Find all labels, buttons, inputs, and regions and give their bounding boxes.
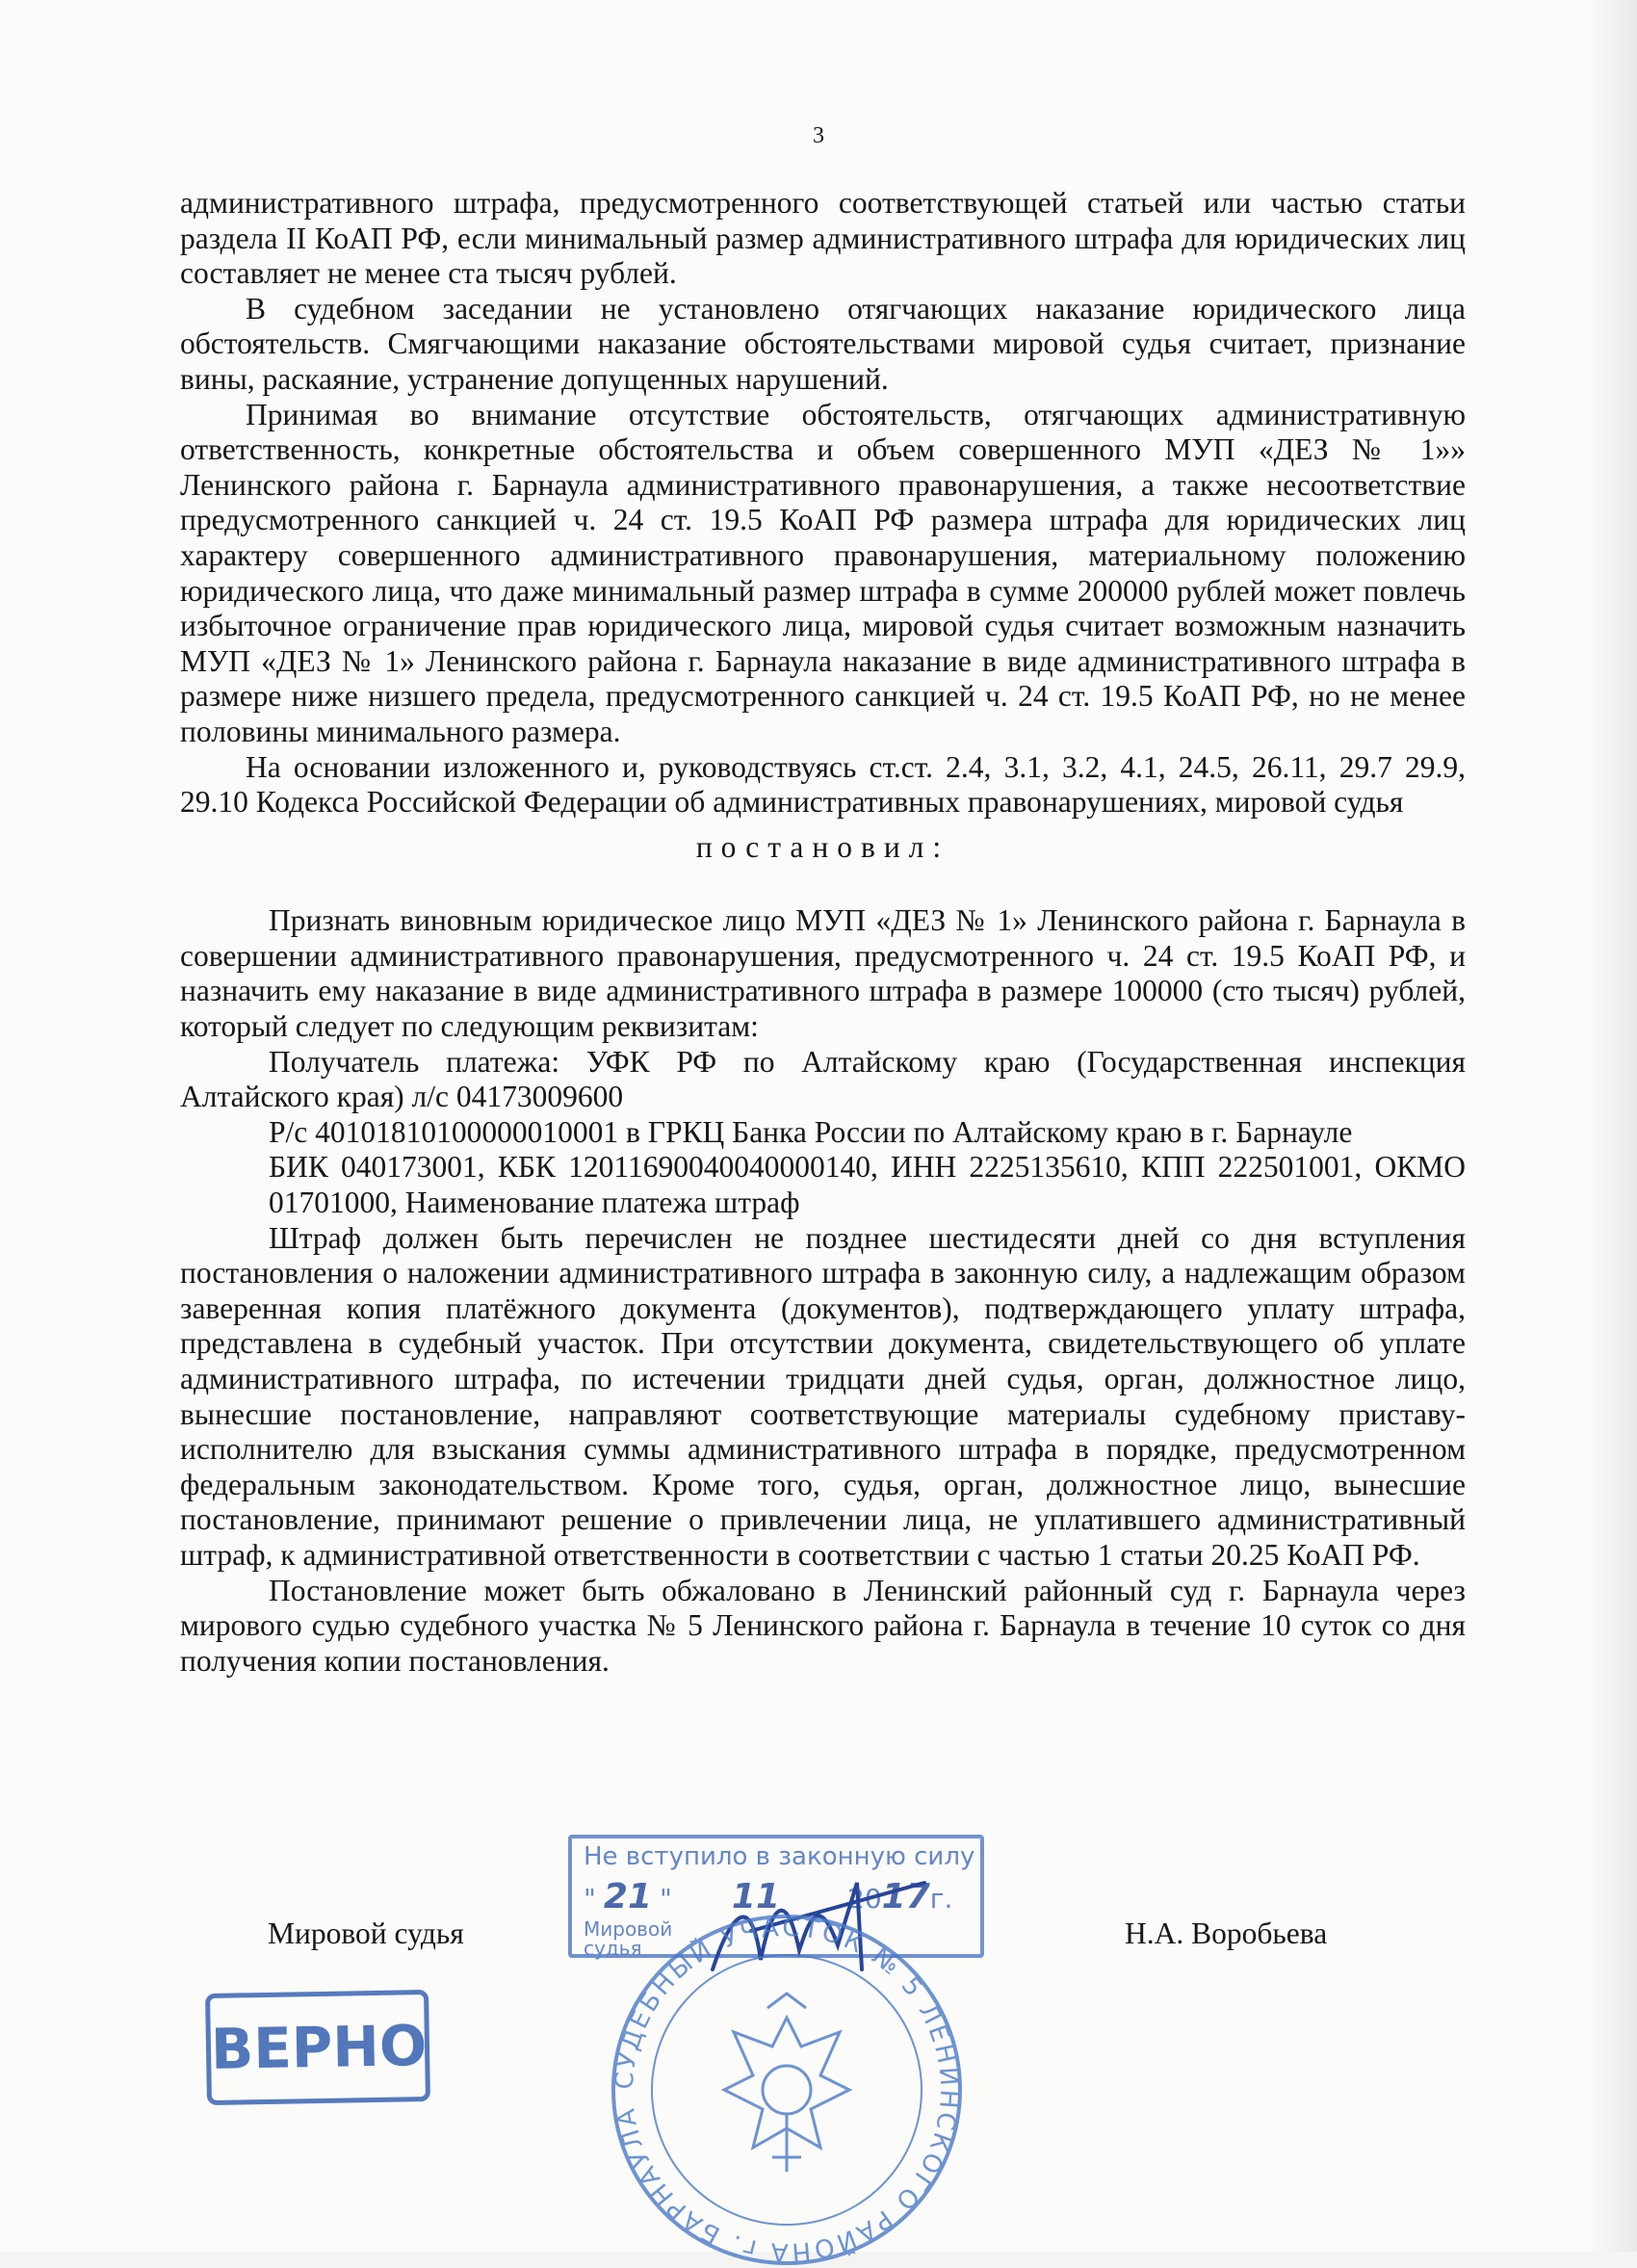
paragraph: административного штрафа, предусмотренного соответствующей статьей или частью статьи раздела II КоАП РФ, если минимальный размер административного штрафа для юридических лиц составляет не менее ста тысяч рублей.: [180, 186, 1466, 291]
paragraph: На основании изложенного и, руководствуясь ст.ст. 2.4, 3.1, 3.2, 4.1, 24.5, 26.11, 29.7 29.9, 29.10 Кодекса Российской Федерации об административных правонарушениях, мировой судья: [180, 749, 1466, 820]
verified-stamp: ВЕРНО: [205, 1990, 430, 2105]
closing-paragraph: Штраф должен быть перечислен не позднее шестидесяти дней со дня вступления постановления о наложении административного штрафа в законную силу, а надлежащим образом заверенная копия платёжного документа (документов), подтверждающего уплату штрафа, представлена в судебный участок. При отсутствии документа, свидетельствующего об уплате административного штрафа, по истечении тридцати дней судья, орган, должностное лицо, вынесшие постановление, направляют соответствующие материалы судебному приставу-исполнителю для взыскания суммы административного штрафа в порядке, предусмотренном федеральным законодательством. Кроме того, судья, орган, должностное лицо, вынесшие постановление, принимают решение о привлечении лица, не уплатившего административный штраф, к административной ответственности в соответствии с частью 1 статьи 20.25 КоАП РФ.: [180, 1220, 1466, 1572]
ruling-paragraph: Признать виновным юридическое лицо МУП «ДЕЗ № 1» Ленинского района г. Барнаула в совершении административного правонарушения, предусмотренного ч. 24 ст. 19.5 КоАП РФ, и назначить ему наказание в виде административного штрафа в размере 100000 (сто тысяч) рублей, который следует по следующим реквизитам:: [180, 903, 1466, 1044]
page-edge-shadow: [1587, 0, 1637, 2252]
document-body: [180, 186, 1466, 1679]
ruling-paragraph: Получатель платежа: УФК РФ по Алтайскому краю (Государственная инспекция Алтайского края) л/с 04173009600: [180, 1044, 1466, 1114]
date-month: 11: [731, 1877, 780, 1916]
effect-stamp-date: " 21 " 11 2017г.: [584, 1877, 953, 1916]
signature-title: Мировой судья: [268, 1916, 464, 1950]
eagle-emblem-icon: [724, 1994, 849, 2172]
paragraph: В судебном заседании не установлено отягчающих наказание юридического лица обстоятельств. Смягчающими наказание обстоятельствами мировой судья считает, признание вины, раскаяние, устранение допущенных нарушений.: [180, 291, 1466, 396]
official-seal: [609, 1912, 965, 2268]
date-year-suffix: г.: [929, 1883, 953, 1915]
requisites-line: Р/с 40101810100000010001 в ГРКЦ Банка России по Алтайскому краю в г. Барнауле: [269, 1114, 1353, 1149]
closing-paragraph: Постановление может быть обжаловано в Ленинский районный суд г. Барнаула через мирового судью судебного участка № 5 Ленинского района г. Барнаула в течение 10 суток со дня получения копии постановления.: [180, 1573, 1466, 1678]
ruling-heading: постановил:: [695, 829, 950, 864]
effect-stamp-title: Не вступило в законную силу: [584, 1842, 975, 1871]
effect-stamp-role: Мировой судья: [584, 1917, 673, 1960]
date-quote: ": [584, 1883, 596, 1915]
date-year: 17: [881, 1877, 930, 1916]
signature-name: Н.А. Воробьева: [1125, 1916, 1328, 1950]
paragraph: Принимая во внимание отсутствие обстоятельств, отягчающих административную ответственность, конкретные обстоятельства и объем совершенного МУП «ДЕЗ № 1»» Ленинского района г. Барнаула административного правонарушения, а также несоответствие предусмотренного санкцией ч. 24 ст. 19.5 КоАП РФ размера штрафа для юридических лиц характеру совершенного административного правонарушения, материальному положению юридического лица, что даже минимальный размер штрафа в сумме 200000 рублей может повлечь избыточное ограничение прав юридического лица, мировой судья считает возможным назначить МУП «ДЕЗ № 1» Ленинского района г. Барнаула наказание в виде административного штрафа в размере ниже низшего предела, предусмотренного санкцией ч. 24 ст. 19.5 КоАП РФ, но не менее половины минимального размера.: [180, 397, 1466, 748]
page-number: 3: [813, 123, 824, 148]
date-day: 21: [603, 1877, 652, 1916]
seal-text: СУДЕБНЫЙ УЧАСТОК № 5 ЛЕНИНСКОГО РАЙОНА г. БАРНАУЛА: [610, 1913, 964, 2267]
date-year-prefix: 20: [847, 1883, 882, 1915]
requisites-line: БИК 040173001, КБК 12011690040040000140, ИНН 2225135610, КПП 222501001, ОКМО 01701000, Наименование платежа штраф: [269, 1150, 1466, 1220]
